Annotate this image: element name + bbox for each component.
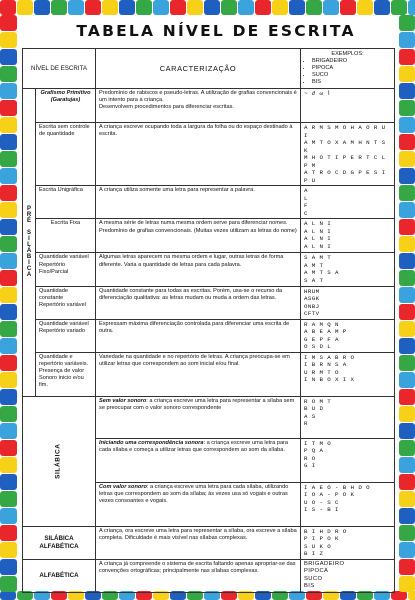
- puzzle-piece: [187, 0, 203, 15]
- puzzle-piece: [289, 0, 305, 15]
- puzzle-piece: [399, 576, 415, 592]
- silabica-text: : a criança escreve uma letra para cada sílaba, utilizando letras que correspondem ao som da sílaba; às vezes usa só vogais e outras vezes consoantes e vogais.: [99, 483, 289, 505]
- sublevel-name: Quantidade constante Repertório variável: [36, 286, 96, 319]
- puzzle-piece: [0, 0, 16, 15]
- silabica-example: I T M O P Q A R O G I: [301, 438, 395, 482]
- puzzle-piece: [0, 253, 17, 269]
- puzzle-piece: [399, 406, 415, 422]
- puzzle-piece: [399, 372, 415, 388]
- sublevel-example: A L F C: [301, 186, 395, 219]
- puzzle-piece: [0, 525, 17, 541]
- puzzle-piece: [0, 389, 17, 405]
- pre-silabica-letter: P: [26, 206, 31, 213]
- sublevel-example: HRUM ASGK ONBJ CFTV: [301, 286, 395, 319]
- sublevel-name: Quantidade variável Repertório Fixo/Parcial: [36, 253, 96, 286]
- example-alfabetica: BRIGADEIRO PIPOCA SUCO BIS: [301, 559, 395, 592]
- puzzle-piece: [399, 185, 415, 201]
- silabica-lead: Sem valor sonoro: [99, 397, 147, 404]
- table-row: [23, 186, 395, 219]
- sublevel-example: A R M S M O H A O R U I A M T O X A M H N T S K M H O T I P E R T C L P M A T R O C D G P E S I P U: [301, 123, 395, 186]
- pre-silabica-letter: C: [26, 266, 32, 273]
- pre-silabica-letter: I: [28, 236, 30, 243]
- document-page: [18, 16, 398, 590]
- puzzle-piece: [399, 525, 415, 541]
- sublevel-description: A criança utiliza somente uma letra para representar a palavra.: [96, 186, 301, 219]
- puzzle-piece: [0, 508, 17, 524]
- puzzle-piece: [68, 0, 84, 15]
- puzzle-piece: [399, 542, 415, 558]
- level-silabica-label: SILÁBICA: [54, 443, 62, 479]
- pre-silabica-letter: B: [26, 254, 32, 261]
- silabica-example: I A E O - B H D O I O A - P O K U O - S C I S - B I: [301, 482, 395, 526]
- puzzle-piece: [399, 338, 415, 354]
- puzzle-piece: [399, 355, 415, 371]
- puzzle-piece: [0, 372, 17, 388]
- puzzle-piece: [0, 168, 17, 184]
- header-level: NÍVEL DE ESCRITA: [23, 49, 96, 89]
- table-row-alfabetica: [23, 559, 395, 592]
- table-row: [23, 219, 395, 253]
- pre-silabica-letter: S: [26, 230, 31, 237]
- puzzle-piece: [0, 15, 17, 31]
- sublevel-name: Escrita Fixa: [36, 219, 96, 253]
- table-row: [23, 89, 395, 123]
- sublevel-name: Quantidade e repertório variáveis. Presença de valor Sonoro inicio e/ou fim.: [36, 352, 96, 396]
- desc-alfabetica: A criança já compreende o sistema de escrita faltando apenas apropriar-se das convenções ortográficas; principalmente nas sílabas complexas.: [96, 559, 301, 592]
- header-characterization: CARACTERIZAÇÃO: [96, 49, 301, 89]
- puzzle-piece: [399, 304, 415, 320]
- puzzle-piece: [0, 491, 17, 507]
- puzzle-piece: [153, 0, 169, 15]
- examples-title: EXEMPLOS:: [331, 50, 364, 57]
- puzzle-piece: [399, 508, 415, 524]
- puzzle-piece: [399, 253, 415, 269]
- puzzle-piece: [399, 219, 415, 235]
- examples-list: [304, 58, 391, 87]
- puzzle-piece: [399, 491, 415, 507]
- puzzle-piece: [399, 202, 415, 218]
- silabica-description: [96, 396, 301, 438]
- puzzle-piece: [399, 270, 415, 286]
- puzzle-piece: [238, 0, 254, 15]
- puzzle-piece: [408, 591, 415, 600]
- puzzle-piece: [0, 457, 17, 473]
- example-word: • PIPOCA: [312, 65, 391, 72]
- pre-silabica-letter: A: [26, 272, 32, 279]
- sublevel-example: R A M Q N A B E A M P G E P F A O S D L: [301, 319, 395, 352]
- puzzle-piece: [0, 202, 17, 218]
- silabica-example: R O M T B U D A S R: [301, 396, 395, 438]
- desc-silabica-alfabetica: A criança, ora escreve uma letra para representar a sílaba, ora escreve a sílaba completa. Dificuldade é mais visível nas sílabas complexas.: [96, 526, 301, 559]
- silabica-text: : a criança escreve uma letra para representar a sílaba sem se preocupar com o valor sonoro correspondente: [99, 397, 295, 411]
- sublevel-example: S A M T A M T A M T S A S A T: [301, 253, 395, 286]
- puzzle-piece: [399, 134, 415, 150]
- puzzle-piece: [399, 66, 415, 82]
- sublevel-description: A criança escreve ocupando toda a largura da folha ou do espaço destinado à escrita.: [96, 123, 301, 186]
- puzzle-piece: [0, 559, 17, 575]
- puzzle-piece: [0, 440, 17, 456]
- puzzle-piece: [136, 0, 152, 15]
- silabica-description: [96, 482, 301, 526]
- puzzle-piece: [255, 0, 271, 15]
- sublevel-example: I M S A B R O I B R N S A U R M T O I N B O X I X: [301, 352, 395, 396]
- puzzle-piece: [0, 134, 17, 150]
- table-row: [23, 396, 395, 438]
- silabica-lead: Com valor sonoro: [99, 483, 147, 490]
- sublevel-description: Variedade na quantidade e no repertório de letras. A criança preocupa-se em utilizar letras que correspondem ao som inicial e/ou final.: [96, 352, 301, 396]
- puzzle-piece: [399, 440, 415, 456]
- puzzle-piece: [0, 100, 17, 116]
- puzzle-piece: [399, 474, 415, 490]
- puzzle-piece: [0, 406, 17, 422]
- puzzle-piece: [399, 559, 415, 575]
- table-row: [23, 123, 395, 186]
- puzzle-piece: [399, 321, 415, 337]
- puzzle-piece: [0, 236, 17, 252]
- pre-silabica-letter: Á: [26, 248, 32, 255]
- puzzle-piece: [272, 0, 288, 15]
- table-row: [23, 352, 395, 396]
- puzzle-piece: [399, 168, 415, 184]
- writing-level-table: [22, 48, 395, 593]
- puzzle-piece: [0, 287, 17, 303]
- level-alfabetica: ALFABÉTICA: [23, 559, 96, 592]
- puzzle-piece: [0, 185, 17, 201]
- puzzle-piece: [399, 49, 415, 65]
- sublevel-name: Escrita sem controle de quantidade: [36, 123, 96, 186]
- sublevel-description: Predomínio de rabiscos e pseudo-letras. A utilização de grafias convencionais é um intento para a criança. Desenvolvem procedimentos para diferenciar escritas.: [96, 89, 301, 123]
- puzzle-piece: [0, 355, 17, 371]
- puzzle-piece: [0, 49, 17, 65]
- table-row: [23, 253, 395, 286]
- table-row: [23, 286, 395, 319]
- sublevel-description: Algumas letras aparecem na mesma ordem e lugar, outras letras de forma diferente. Varia a quantidade de letras para cada palavra.: [96, 253, 301, 286]
- sublevel-name: Escrita Unigráfica: [36, 186, 96, 219]
- table-row-silabica-alfabetica: [23, 526, 395, 559]
- puzzle-piece: [323, 0, 339, 15]
- puzzle-piece: [0, 576, 17, 592]
- pre-silabica-letter: L: [27, 242, 31, 249]
- example-word: • BRIGADEIRO: [312, 58, 391, 65]
- puzzle-piece: [204, 0, 220, 15]
- example-silabica-alfabetica: B I H D R O P I P O K S U K O B I Z: [301, 526, 395, 559]
- puzzle-piece: [399, 15, 415, 31]
- puzzle-piece: [374, 0, 390, 15]
- puzzle-piece: [34, 0, 50, 15]
- puzzle-piece: [399, 100, 415, 116]
- example-word: • SUCO: [312, 72, 391, 79]
- puzzle-piece: [0, 270, 17, 286]
- header-examples: [301, 49, 395, 89]
- silabica-text: : a criança escreve uma letra para cada sílaba e começa a utilizar letras que correspondem ao som da sílaba.: [99, 439, 289, 453]
- puzzle-piece: [0, 117, 17, 133]
- example-word: • BIS: [312, 79, 391, 86]
- level-silabica-alfabetica: SILÁBICA ALFABÉTICA: [23, 526, 96, 559]
- puzzle-piece: [0, 219, 17, 235]
- puzzle-piece: [0, 83, 17, 99]
- sublevel-description: A mesma série de letras numa mesma ordem serve para diferenciar nomes. Predomínio de grafias convencionais. (Muitas vezes utilizam as letras do nome): [96, 219, 301, 253]
- puzzle-piece: [51, 0, 67, 15]
- page-title: TABELA NÍVEL DE ESCRITA: [76, 22, 356, 40]
- puzzle-piece: [221, 0, 237, 15]
- sublevel-example: ~ ∂ ω ⌇: [301, 89, 395, 123]
- sublevel-description: Quantidade constante para todas as escritas. Porém, usa-se o recurso da diferenciação qualitativa: as letras mudam ou muda a ordem das letras.: [96, 286, 301, 319]
- level-pre-silabica: [23, 89, 36, 397]
- puzzle-piece: [0, 338, 17, 354]
- puzzle-piece: [0, 151, 17, 167]
- puzzle-piece: [0, 321, 17, 337]
- puzzle-piece: [0, 423, 17, 439]
- puzzle-piece: [399, 457, 415, 473]
- puzzle-piece: [0, 66, 17, 82]
- puzzle-piece: [391, 0, 407, 15]
- puzzle-piece: [306, 0, 322, 15]
- puzzle-piece: [0, 474, 17, 490]
- puzzle-piece: [0, 32, 17, 48]
- puzzle-piece: [399, 32, 415, 48]
- level-silabica: [23, 396, 96, 526]
- puzzle-piece: [399, 236, 415, 252]
- puzzle-piece: [0, 542, 17, 558]
- puzzle-piece: [85, 0, 101, 15]
- table-header-row: [23, 49, 395, 89]
- puzzle-piece: [399, 151, 415, 167]
- puzzle-piece: [399, 83, 415, 99]
- pre-silabica-letter: I: [28, 260, 30, 267]
- puzzle-piece: [102, 0, 118, 15]
- puzzle-piece: [399, 423, 415, 439]
- pre-silabica-letter: R: [26, 212, 32, 219]
- puzzle-piece: [408, 0, 415, 15]
- puzzle-piece: [119, 0, 135, 15]
- sublevel-description: Expressam máxima diferenciação controlada para diferenciar uma escrita de outra.: [96, 319, 301, 352]
- puzzle-piece: [357, 0, 373, 15]
- sublevel-name: Grafismo Primitivo (Garatujas): [36, 89, 96, 123]
- puzzle-piece: [170, 0, 186, 15]
- puzzle-piece: [340, 0, 356, 15]
- table-row: [23, 319, 395, 352]
- puzzle-piece: [0, 304, 17, 320]
- puzzle-piece: [17, 0, 33, 15]
- puzzle-piece: [399, 389, 415, 405]
- silabica-lead: Iniciando uma correspondência sonora: [99, 439, 204, 446]
- puzzle-piece: [0, 591, 16, 600]
- puzzle-piece: [399, 117, 415, 133]
- puzzle-piece: [399, 287, 415, 303]
- pre-silabica-letter: É: [26, 218, 31, 225]
- sublevel-example: A L N I A L N I A L N I A L N I: [301, 219, 395, 253]
- silabica-description: [96, 438, 301, 482]
- sublevel-name: Quantidade variável Repertório variado: [36, 319, 96, 352]
